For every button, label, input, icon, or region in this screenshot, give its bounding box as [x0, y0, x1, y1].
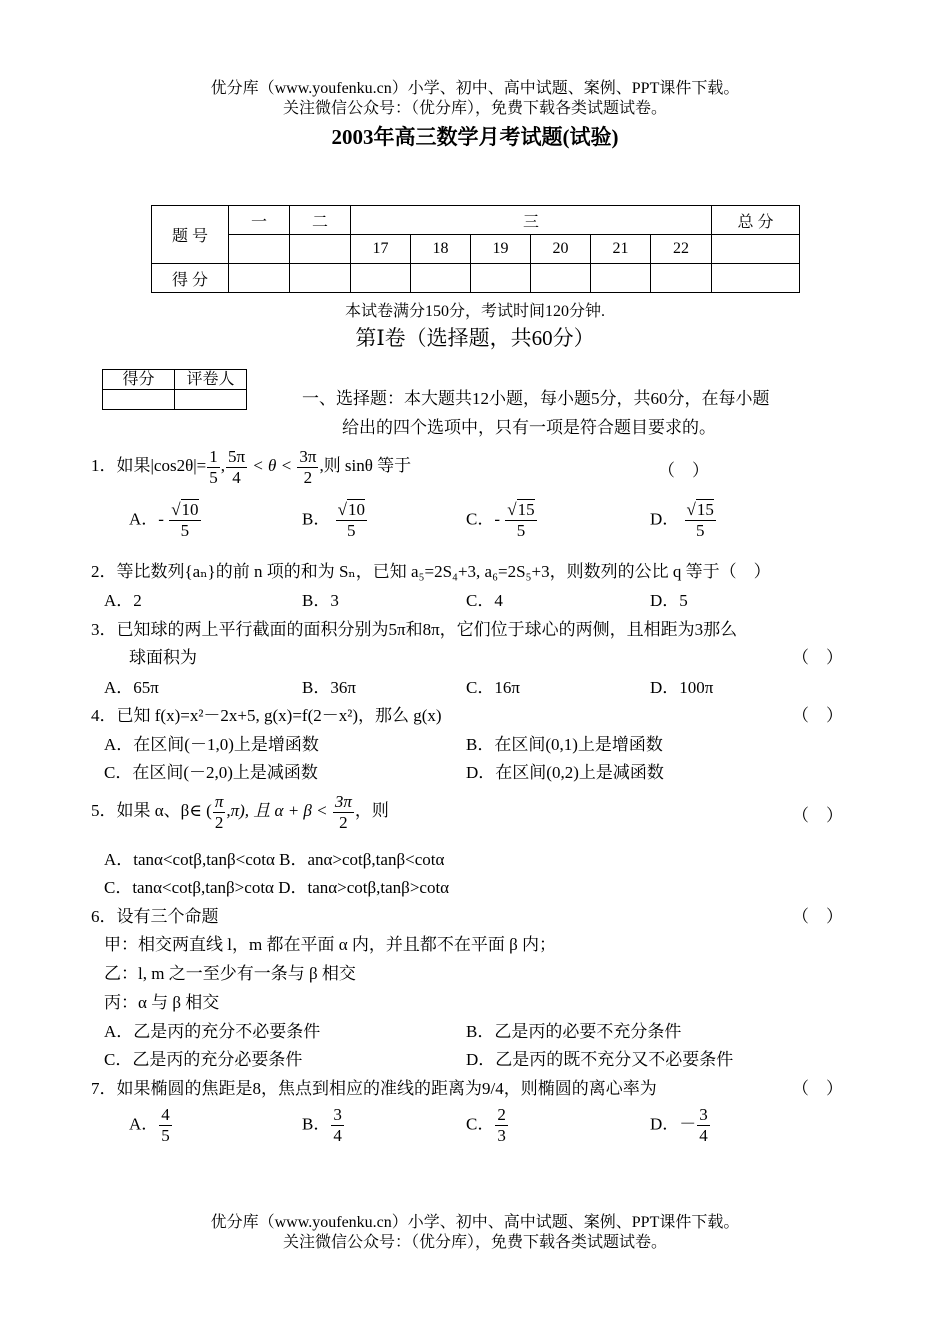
score-table: [151, 205, 800, 293]
part1-title: 第Ⅰ卷（选择题，共60分）: [355, 326, 595, 350]
header-line-2: 关注微信公众号：（优分库），免费下载各类试题试卷。: [282, 100, 667, 117]
q4-stem: 4．已知 f(x)=x²－2x+5, g(x)=f(2－x²)，那么 g(x): [91, 706, 442, 725]
score-input-cell[interactable]: [290, 264, 351, 293]
exam-title: 2003年高三数学月考试题(试验): [331, 125, 619, 149]
q1-option-d[interactable]: D． $\frac{√15}{5}$: [650, 500, 714, 540]
score-table-q18: 18: [411, 235, 471, 264]
q2-option-c[interactable]: C．4: [466, 591, 503, 610]
score-table-q17: 17: [351, 235, 411, 264]
grader-reviewer-cell[interactable]: [175, 390, 247, 410]
q7-stem: 7．如果椭圆的焦距是8，焦点到相应的准线的距离为9/4，则椭圆的离心率为: [91, 1079, 657, 1098]
score-table-section-1: 一: [229, 206, 290, 235]
q4-option-b[interactable]: B．在区间(0,1)上是增函数: [466, 735, 663, 754]
q3-stem-line-1: 3．已知球的两上平行截面的面积分别为5π和8π，它们位于球心的两侧，且相距为3那么: [91, 620, 738, 639]
score-input-cell[interactable]: [471, 264, 531, 293]
grader-table: [102, 369, 247, 410]
score-table-q21: 21: [591, 235, 651, 264]
score-table-cell: [712, 235, 800, 264]
q2-option-d[interactable]: D．5: [650, 591, 688, 610]
q1-option-a[interactable]: A．- $\frac{√10}{5}$: [129, 500, 199, 540]
score-table-section-2: 二: [290, 206, 351, 235]
q4-option-a[interactable]: A．在区间(－1,0)上是增函数: [104, 735, 319, 754]
q6-stem: 6．设有三个命题: [91, 907, 219, 926]
q1-option-b[interactable]: B． $\frac{√10}{5}$: [302, 500, 365, 540]
q4-answer-paren[interactable]: （ ）: [792, 706, 843, 725]
score-input-cell[interactable]: [712, 264, 800, 293]
score-table-label-number: 题 号: [152, 206, 229, 264]
score-input-cell[interactable]: [229, 264, 290, 293]
q6-option-d[interactable]: D．乙是丙的既不充分又不必要条件: [466, 1050, 734, 1069]
q7-answer-paren[interactable]: （ ）: [792, 1079, 843, 1098]
q5-answer-paren[interactable]: （ ）: [792, 806, 843, 825]
q7-option-b[interactable]: B． $\frac{3}{4}$: [302, 1105, 342, 1145]
q1-stem: 1．如果|cos2θ|= $\frac{1}{5}$ , $\frac{5\pi}{4}$ < θ < $\frac{3\pi}{2}$ ,则 sinθ 等于: [91, 446, 412, 487]
score-input-cell[interactable]: [531, 264, 591, 293]
q2-option-b[interactable]: B．3: [302, 591, 339, 610]
q6-proposition-jia: 甲：相交两直线 l，m 都在平面 α 内，并且都不在平面 β 内；: [104, 935, 557, 954]
score-input-cell[interactable]: [651, 264, 712, 293]
q7-option-a[interactable]: A． $\frac{4}{5}$: [129, 1105, 170, 1145]
score-input-cell[interactable]: [351, 264, 411, 293]
q1-answer-paren[interactable]: （ ）: [658, 461, 709, 480]
score-table-cell: [229, 235, 290, 264]
section1-line-2: 给出的四个选项中，只有一项是符合题目要求的。: [342, 418, 716, 437]
q4-option-d[interactable]: D．在区间(0,2)上是减函数: [466, 763, 664, 782]
header-line-1: 优分库（www.youfenku.cn）小学、初中、高中试题、案例、PPT课件下载。: [210, 80, 740, 97]
exam-info: 本试卷满分150分，考试时间120分钟.: [344, 303, 605, 320]
score-table-cell: [290, 235, 351, 264]
q6-proposition-bing: 丙：α 与 β 相交: [104, 993, 220, 1012]
q6-proposition-yi: 乙：l, m 之一至少有一条与 β 相交: [104, 964, 356, 983]
q7-option-d[interactable]: D．－ $\frac{3}{4}$: [650, 1105, 708, 1145]
q1-theta: < θ <: [252, 456, 293, 475]
score-table-q22: 22: [651, 235, 712, 264]
score-input-cell[interactable]: [591, 264, 651, 293]
q6-answer-paren[interactable]: （ ）: [792, 907, 843, 926]
q4-option-c[interactable]: C．在区间(－2,0)上是减函数: [104, 763, 318, 782]
footer-line-1: 优分库（www.youfenku.cn）小学、初中、高中试题、案例、PPT课件下载。: [210, 1214, 740, 1231]
q3-option-c[interactable]: C．16π: [466, 678, 520, 697]
q6-option-b[interactable]: B．乙是丙的必要不充分条件: [466, 1022, 682, 1041]
grader-reviewer-label: 评卷人: [175, 370, 247, 390]
section1-line-1: 一、选择题：本大题共12小题，每小题5分，共60分，在每小题: [302, 389, 770, 408]
score-table-q19: 19: [471, 235, 531, 264]
score-table-label-score: 得 分: [152, 264, 229, 293]
q6-option-a[interactable]: A．乙是丙的充分不必要条件: [104, 1022, 321, 1041]
q3-option-d[interactable]: D．100π: [650, 678, 714, 697]
q3-option-b[interactable]: B．36π: [302, 678, 356, 697]
grader-score-label: 得分: [103, 370, 175, 390]
q6-option-c[interactable]: C．乙是丙的充分必要条件: [104, 1050, 303, 1069]
q1-frac-3: $\frac{3\pi}{2}$: [299, 446, 317, 487]
q3-answer-paren[interactable]: （ ）: [792, 648, 843, 667]
footer-line-2: 关注微信公众号：（优分库），免费下载各类试题试卷。: [282, 1234, 667, 1251]
q5-options-cd[interactable]: C．tanα<cotβ,tanβ>cotα D．tanα>cotβ,tanβ>cotα: [104, 878, 450, 897]
q3-option-a[interactable]: A．65π: [104, 678, 159, 697]
q1-prefix: 1．如果|cos2θ|=: [91, 456, 207, 475]
score-table-total: 总 分: [712, 206, 800, 235]
q1-option-c[interactable]: C．- $\frac{√15}{5}$: [466, 500, 535, 540]
q1-frac-1: $\frac{1}{5}$: [209, 446, 218, 487]
q2-option-a[interactable]: A．2: [104, 591, 142, 610]
q7-option-c[interactable]: C． $\frac{2}{3}$: [466, 1105, 506, 1145]
score-table-q20: 20: [531, 235, 591, 264]
score-input-cell[interactable]: [411, 264, 471, 293]
q1-suffix: ,则 sinθ 等于: [319, 456, 412, 475]
q5-options-ab[interactable]: A．tanα<cotβ,tanβ<cotα B．anα>cotβ,tanβ<cotα: [104, 850, 445, 869]
score-table-section-3: 三: [351, 206, 712, 235]
grader-score-cell[interactable]: [103, 390, 175, 410]
q2-stem: 2．等比数列{aₙ}的前 n 项的和为 Sₙ，已知 a₅=2S₄+3, a₆=2S₅+3，则数列的公比 q 等于（ ）: [91, 562, 771, 581]
q3-stem-line-2: 球面积为: [129, 648, 197, 667]
q5-stem: 5．如果 α、β∈ ( $\frac{\pi}{2}$ ,π), 且 α + β < $\frac{3\pi}{2}$ ，则: [91, 791, 389, 832]
q1-frac-2: $\frac{5\pi}{4}$: [227, 446, 246, 487]
